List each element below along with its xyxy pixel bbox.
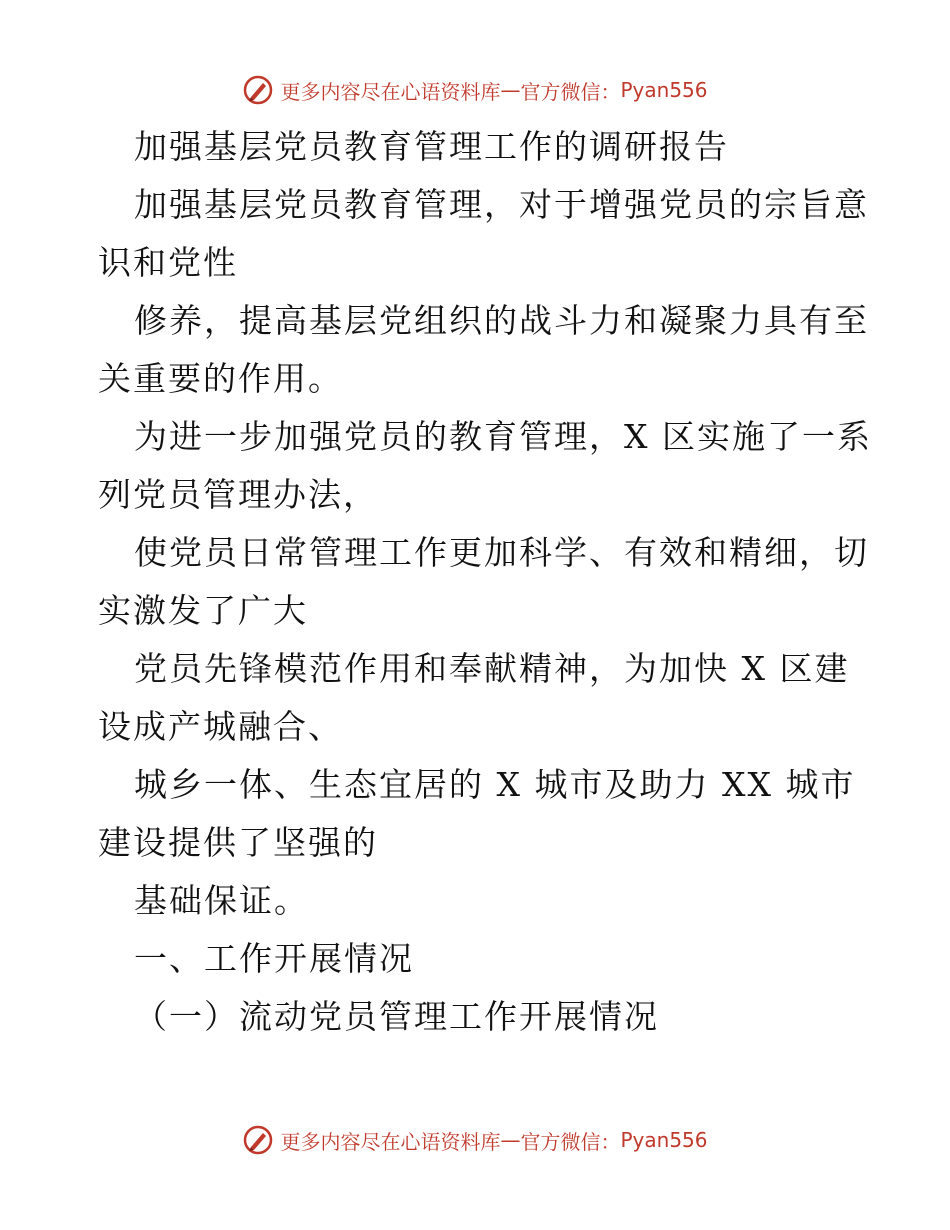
subsection-heading: （一）流动党员管理工作开展情况 (134, 997, 659, 1036)
paragraph-line: 基础保证。 (134, 881, 309, 920)
watermark-wechat-label: 官方微信： (520, 79, 621, 104)
watermark-wechat-label: 官方微信： (520, 1129, 621, 1154)
paragraph-line: 列党员管理办法， (98, 475, 378, 514)
pen-logo-icon (242, 74, 274, 106)
document-body (98, 118, 872, 1046)
paragraph-line: 识和党性 (98, 243, 238, 282)
paragraph-line: 使党员日常管理工作更加科学、有效和精细，切 (134, 533, 869, 572)
paragraph-line: 为进一步加强党员的教育管理，X 区实施了一系 (134, 417, 872, 456)
paragraph-line: 关重要的作用。 (98, 359, 343, 398)
paragraph-line: 实激发了广大 (98, 591, 308, 630)
paragraph-line: 城乡一体、生态宜居的 X 城市及助力 XX 城市 (134, 765, 856, 804)
watermark-wechat-handle: Pyan556 (620, 78, 708, 102)
watermark-separator: — (500, 1128, 521, 1152)
pen-logo-icon (242, 1124, 274, 1156)
watermark-wechat-handle: Pyan556 (620, 1128, 708, 1152)
footer-watermark (0, 1120, 950, 1160)
document-title: 加强基层党员教育管理工作的调研报告 (134, 127, 729, 166)
watermark-text: 更多内容尽在心语资料库 (280, 1129, 501, 1154)
paragraph-line: 修养，提高基层党组织的战斗力和凝聚力具有至 (134, 301, 869, 340)
watermark-separator: — (500, 78, 521, 102)
paragraph-line: 党员先锋模范作用和奉献精神，为加快 X 区建 (134, 649, 850, 688)
header-watermark (0, 70, 950, 110)
section-heading: 一、工作开展情况 (134, 939, 414, 978)
watermark-text: 更多内容尽在心语资料库 (280, 79, 501, 104)
paragraph-line: 设成产城融合、 (98, 707, 343, 746)
paragraph-line: 建设提供了坚强的 (98, 823, 378, 862)
paragraph-line: 加强基层党员教育管理，对于增强党员的宗旨意 (134, 185, 869, 224)
